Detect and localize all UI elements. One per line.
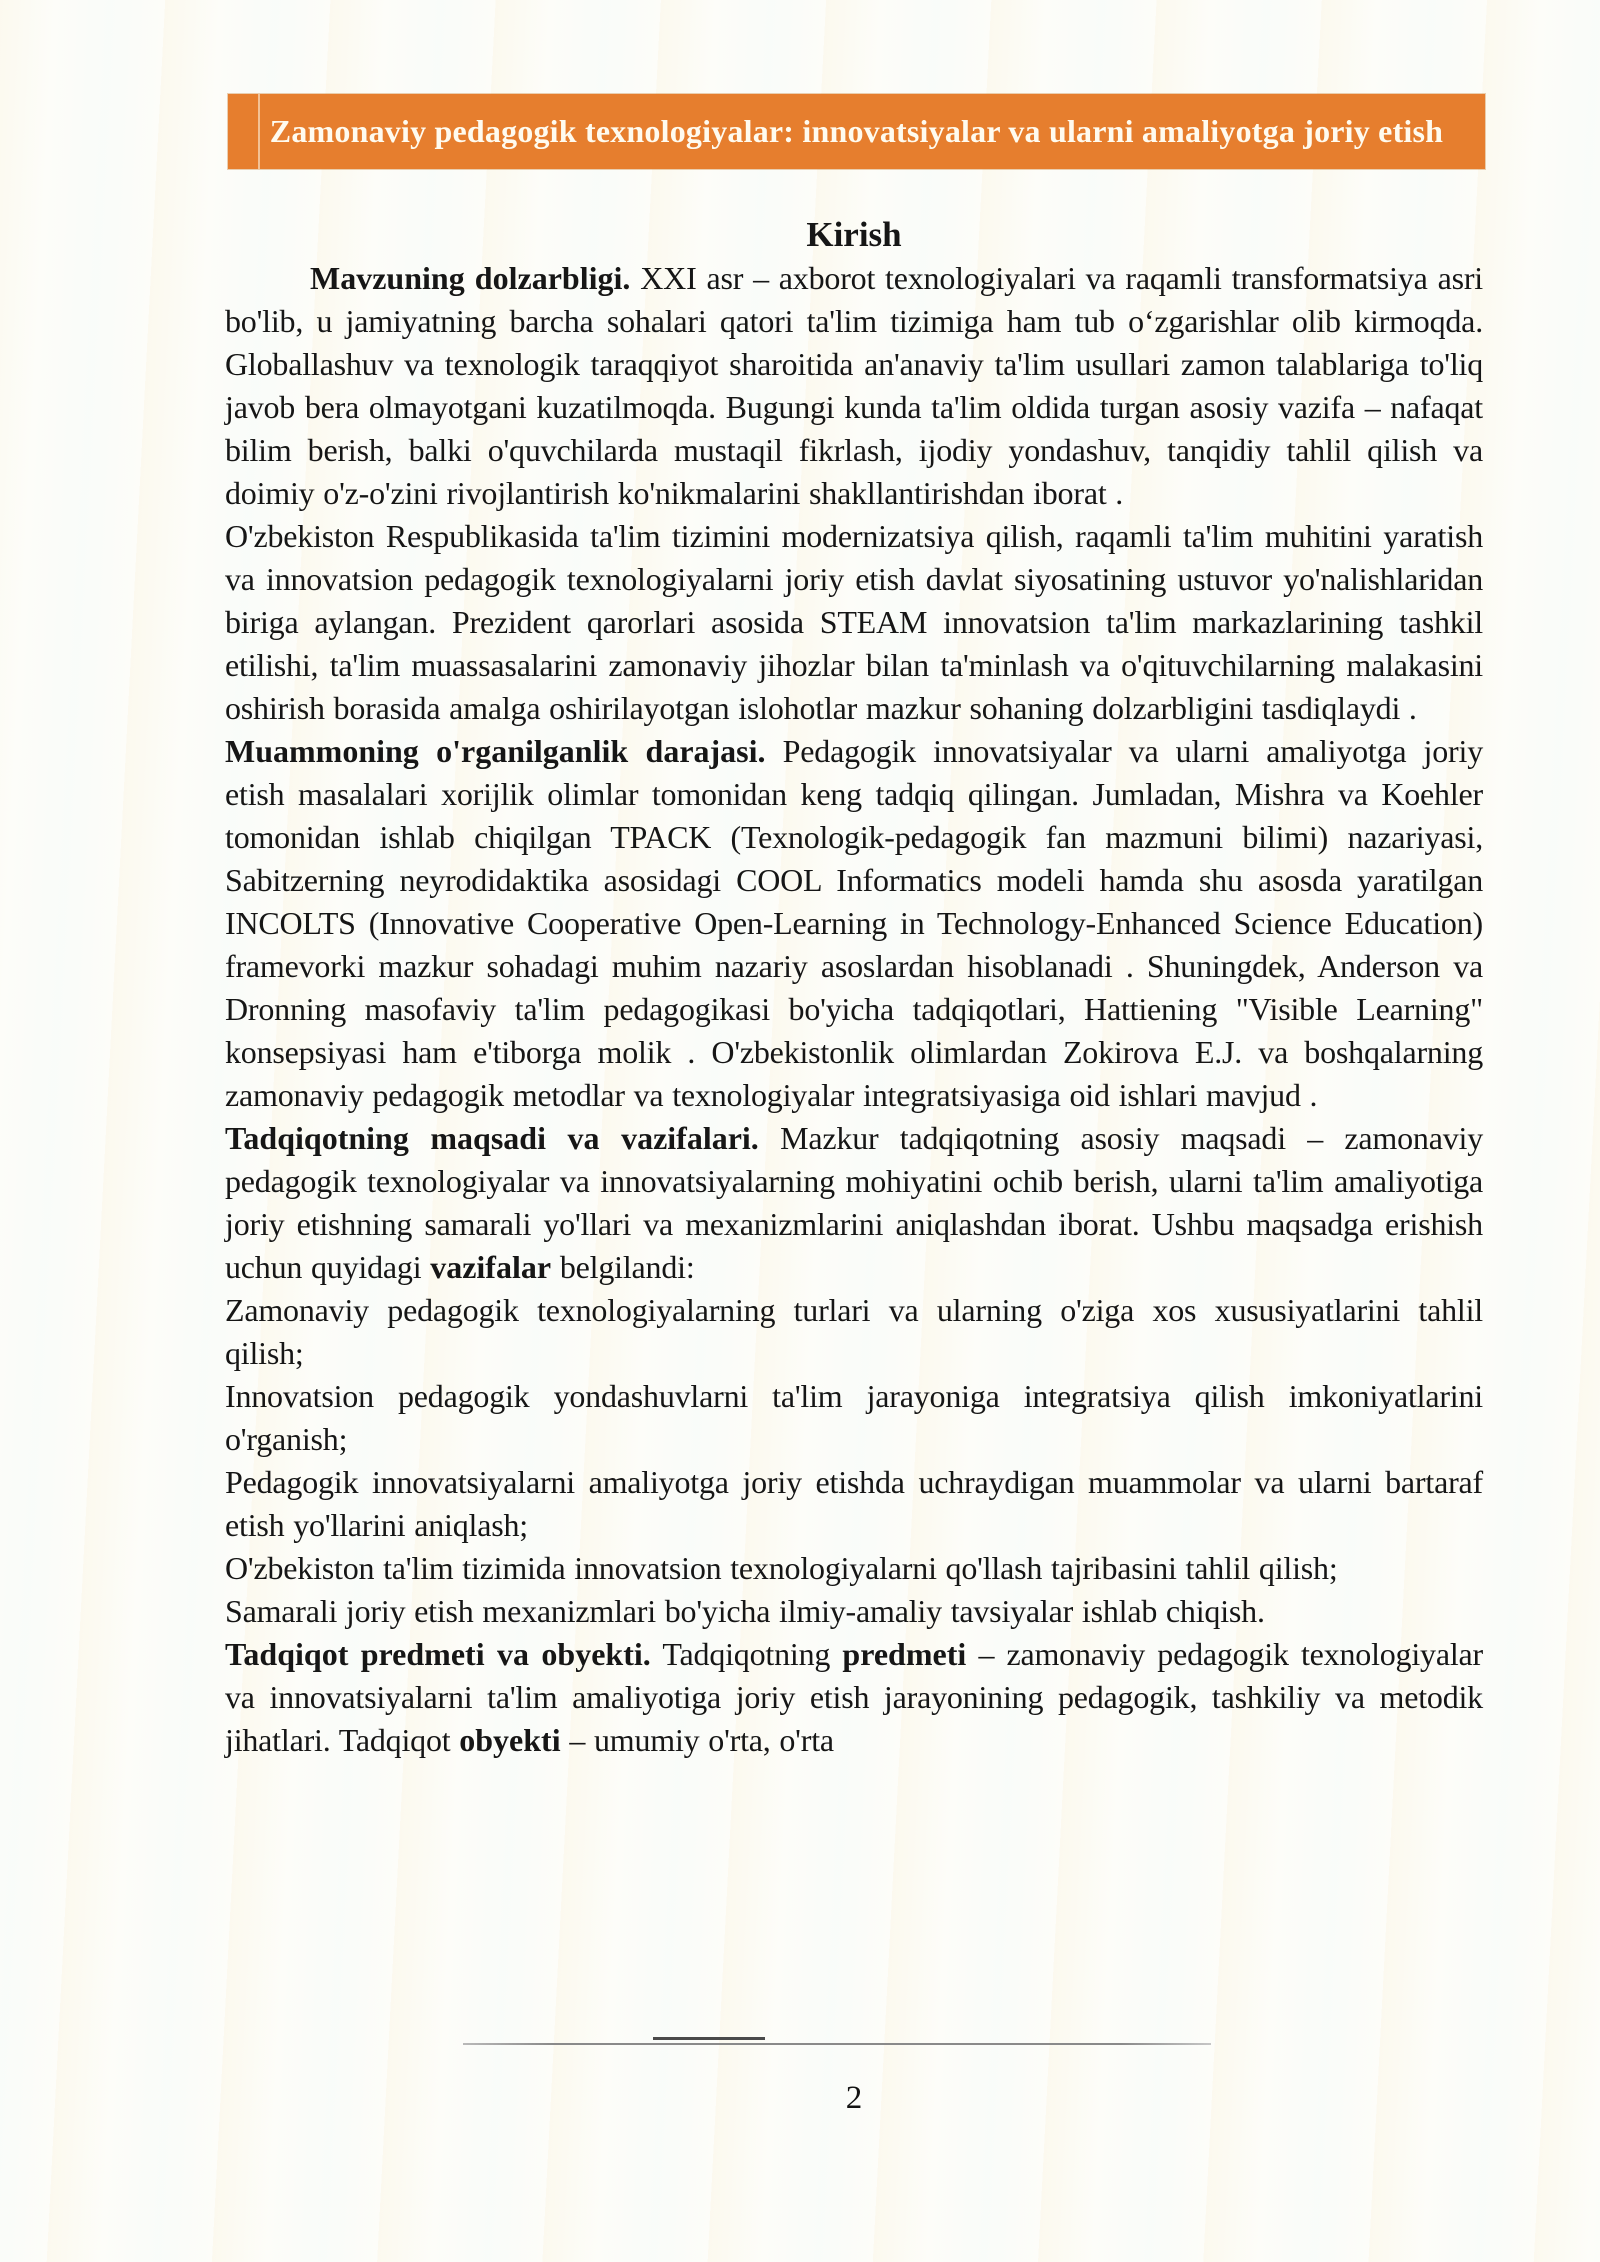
text-run: Samarali joriy etish mexanizmlari bo'yicha ilmiy-amaliy tavsiyalar ishlab chiqish. <box>225 1593 1265 1629</box>
page-number: 2 <box>845 2080 863 2116</box>
paragraph <box>225 1547 1483 1590</box>
text-run: Tadqiqotning <box>650 1636 843 1672</box>
bold-text-run: Mavzuning dolzarbligi. <box>310 260 631 296</box>
paragraph <box>225 515 1483 730</box>
text-run: Zamonaviy pedagogik texnologiyalarning turlari va ularning o'ziga xos xususiyatlarini tahlil qilish; <box>225 1292 1483 1371</box>
paragraph <box>225 1633 1483 1762</box>
banner-left-strip <box>228 94 260 169</box>
page-header-title: Zamonaviy pedagogik texnologiyalar: innovatsiyalar va ularni amaliyotga joriy etish <box>269 113 1444 149</box>
paragraph <box>225 1590 1483 1633</box>
paragraph <box>225 1375 1483 1461</box>
bold-text-run: obyekti <box>459 1722 561 1758</box>
text-run: Innovatsion pedagogik yondashuvlarni ta'lim jarayoniga integratsiya qilish imkoniyatlarini o'rganish; <box>225 1378 1483 1457</box>
bold-text-run: Tadqiqotning maqsadi va vazifalari. <box>225 1120 759 1156</box>
text-run: belgilandi: <box>551 1249 695 1285</box>
text-run: – umumiy o'rta, o'rta <box>560 1722 834 1758</box>
bold-text-run: predmeti <box>842 1636 967 1672</box>
page-header-banner <box>228 94 1485 169</box>
text-run: XXI asr – axborot texnologiyalari va raqamli transformatsiya asri bo'lib, u jamiyatning barcha sohalari qatori ta'lim tizimiga ham tub o‘zgarishlar olib kirmoqda. Globallashuv va texnologik taraqqiyot sharoitida an'anaviy ta'lim usullari zamon talablariga to'liq javob bera olmayotgani kuzatilmoqda. Bugungi kunda ta'lim oldida turgan asosiy vazifa – nafaqat bilim berish, balki o'quvchilarda mustaqil fikrlash, ijodiy yondashuv, tanqidiy tahlil qilish va doimiy o'z-o'zini rivojlantirish ko'nikmalarini shakllantirishdan iborat . <box>225 260 1483 511</box>
text-run: – zamonaviy pedagogik texnologiyalar va innovatsiyalarni ta'lim amaliyotiga joriy etish jarayonining pedagogik, tashkiliy va metodik jihatlari. Tadqiqot <box>225 1636 1484 1758</box>
footnote-rule-dark-segment <box>653 2037 765 2040</box>
bold-text-run: vazifalar <box>430 1249 552 1285</box>
text-run: Mazkur tadqiqotning asosiy maqsadi – zamonaviy pedagogik texnologiyalar va innovatsiyalarning mohiyatini ochib berish, ularni ta'lim amaliyotiga joriy etishning samarali yo'llari va mexanizmlarini aniqlashdan iborat. Ushbu maqsadga erishish uchun quyidagi <box>225 1120 1483 1285</box>
document-content <box>225 212 1483 1762</box>
footnote-separator-line <box>463 2043 1211 2045</box>
text-run: Pedagogik innovatsiyalar va ularni amaliyotga joriy etish masalalari xorijlik olimlar tomonidan keng tadqiq qilingan. Jumladan, Mishra va Koehler tomonidan ishlab chiqilgan TPACK (Texnologik-pedagogik fan mazmuni bilimi) nazariyasi, Sabitzerning neyrodidaktika asosidagi COOL Informatics modeli hamda shu asosda yaratilgan INCOLTS (Innovative Cooperative Open-Learning in Technology-Enhanced Science Education) framevorki mazkur sohadagi muhim nazariy asoslardan hisoblanadi . Shuningdek, Anderson va Dronning masofaviy ta'lim pedagogikasi bo'yicha tadqiqotlari, Hattiening "Visible Learning" konsepsiyasi ham e'tiborga molik . O'zbekistonlik olimlardan Zokirova E.J. va boshqalarning zamonaviy pedagogik metodlar va texnologiyalar integratsiyasiga oid ishlari mavjud . <box>225 733 1483 1113</box>
bold-text-run: Muammoning o'rganilganlik darajasi. <box>225 733 766 769</box>
text-run: O'zbekiston ta'lim tizimida innovatsion texnologiyalarni qo'llash tajribasini tahlil qilish; <box>225 1550 1338 1586</box>
paragraph <box>225 257 1483 515</box>
section-title: Kirish <box>806 215 902 254</box>
text-run: O'zbekiston Respublikasida ta'lim tizimini modernizatsiya qilish, raqamli ta'lim muhitini yaratish va innovatsion pedagogik texnologiyalarni joriy etish davlat siyosatining ustuvor yo'nalishlaridan biriga aylangan. Prezident qarorlari asosida STEAM innovatsion ta'lim markazlarining tashkil etilishi, ta'lim muassasalarini zamonaviy jihozlar bilan ta'minlash va o'qituvchilarning malakasini oshirish borasida amalga oshirilayotgan islohotlar mazkur sohaning dolzarbligini tasdiqlaydi . <box>225 518 1483 726</box>
paragraph <box>225 1117 1483 1289</box>
paragraph <box>225 730 1483 1117</box>
paragraph <box>225 1289 1483 1375</box>
paragraph <box>225 1461 1483 1547</box>
paragraphs-container <box>225 257 1483 1762</box>
bold-text-run: Tadqiqot predmeti va obyekti. <box>225 1636 651 1672</box>
text-run: Pedagogik innovatsiyalarni amaliyotga joriy etishda uchraydigan muammolar va ularni bartaraf etish yo'llarini aniqlash; <box>225 1464 1483 1543</box>
